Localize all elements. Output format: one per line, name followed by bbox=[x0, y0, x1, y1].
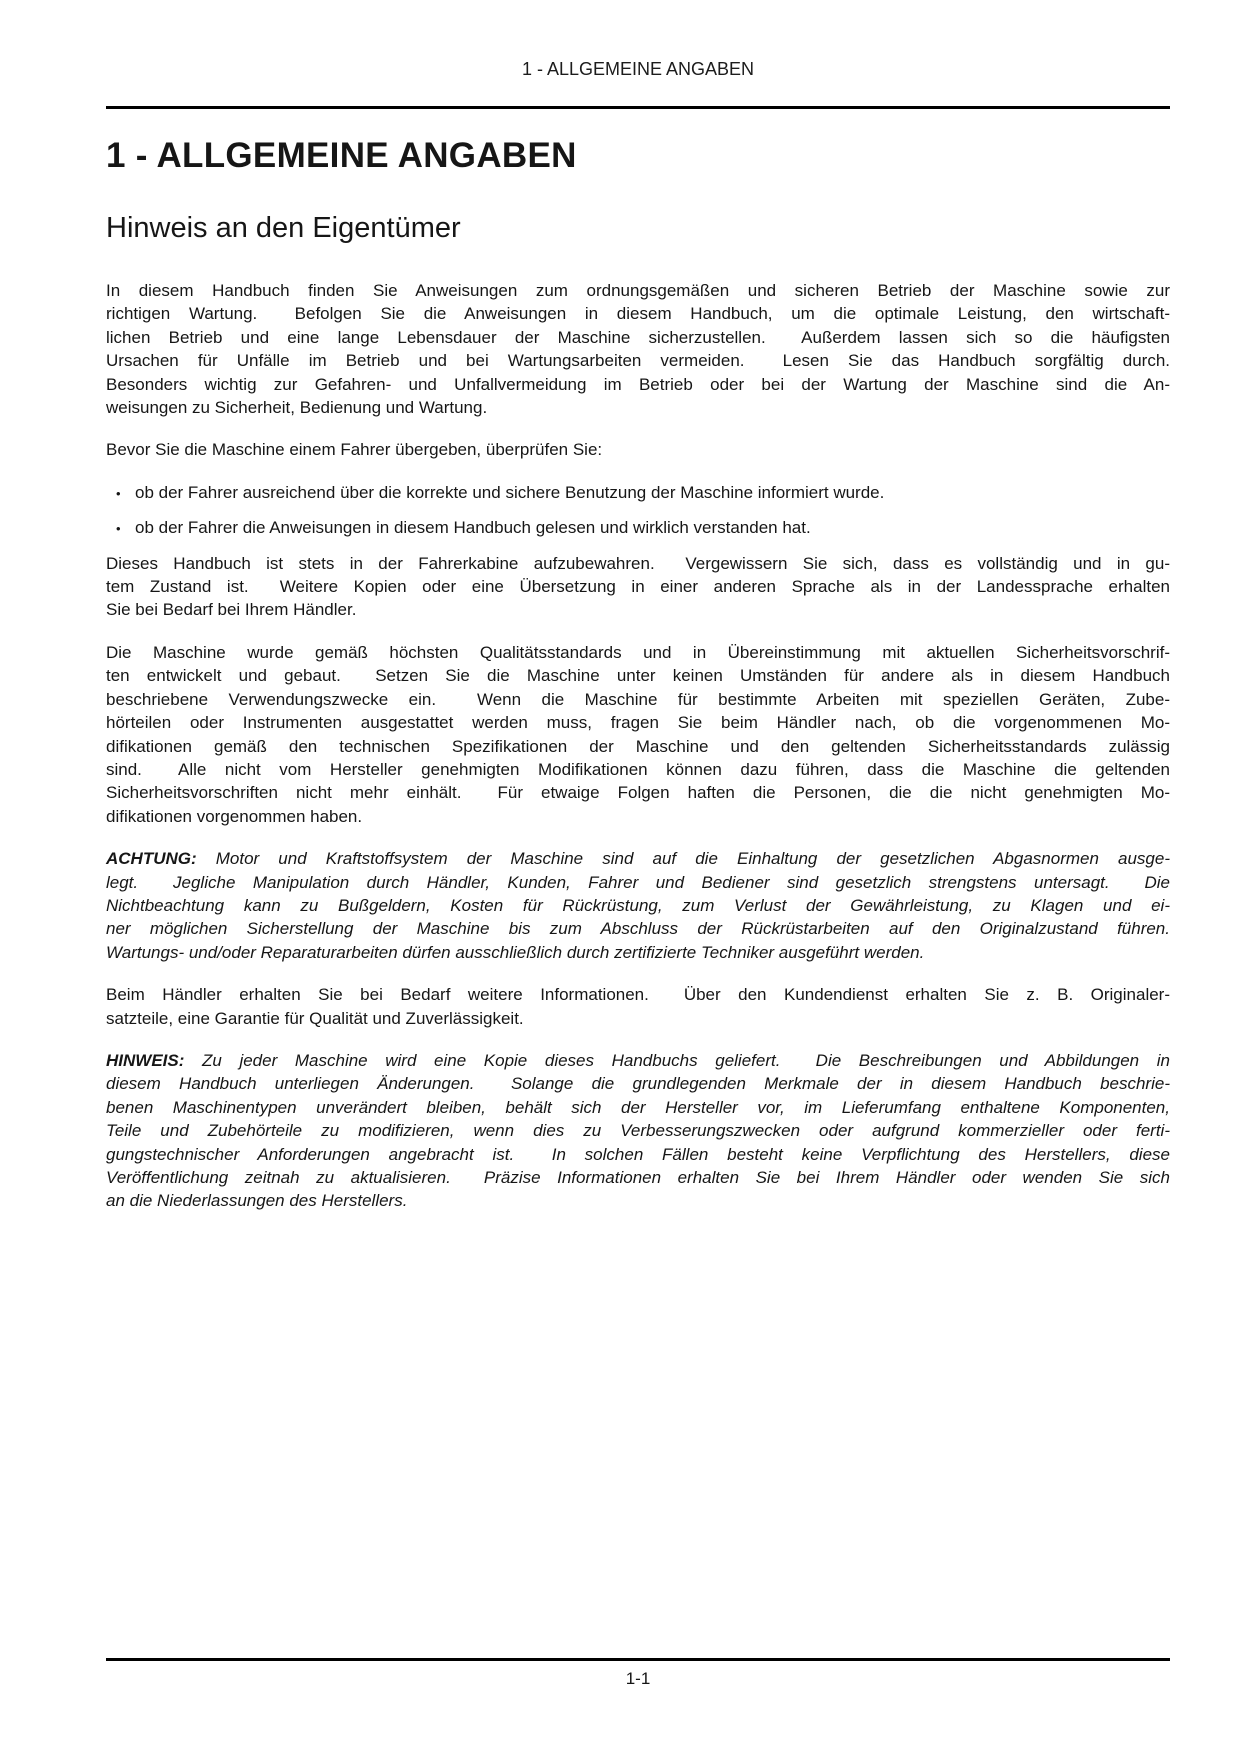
text-line: ten entwickelt und gebaut. Setzen Sie die Maschine unter keinen Umständen für andere als in diesem Handbuch bbox=[106, 666, 1170, 686]
paragraph bbox=[106, 641, 1170, 828]
note-paragraph bbox=[106, 1049, 1170, 1213]
text-line: diesem Handbuch unterliegen Änderungen. Solange die grundlegenden Merkmale der in diesem Handbuch beschrie- bbox=[106, 1074, 1170, 1094]
body-paragraphs bbox=[106, 279, 1170, 1232]
paragraph bbox=[106, 438, 1170, 461]
text-line: Bevor Sie die Maschine einem Fahrer übergeben, überprüfen Sie: bbox=[106, 440, 603, 460]
text-line: beschriebene Verwendungszwecke ein. Wenn die Maschine für bestimmte Arbeiten mit speziellen Geräten, Zube- bbox=[106, 689, 1170, 709]
bullet-item bbox=[106, 481, 1170, 504]
text-line: HINWEIS: Zu jeder Maschine wird eine Kopie dieses Handbuchs geliefert. Die Beschreibungen und Abbildungen in bbox=[106, 1050, 1170, 1070]
text-line: satzteile, eine Garantie für Qualität und Zuverlässigkeit. bbox=[106, 1008, 524, 1028]
text-line: weisungen zu Sicherheit, Bedienung und Wartung. bbox=[106, 398, 488, 418]
text-line: ob der Fahrer die Anweisungen in diesem Handbuch gelesen und wirklich verstanden hat. bbox=[135, 518, 811, 538]
text-line: sind. Alle nicht vom Hersteller genehmigten Modifikationen können dazu führen, dass die Maschine die geltenden bbox=[106, 759, 1170, 779]
note-paragraph bbox=[106, 847, 1170, 964]
chapter-title: 1 - ALLGEMEINE ANGABEN bbox=[106, 136, 577, 175]
bullet-icon: • bbox=[116, 485, 121, 501]
text-line: difikationen vorgenommen haben. bbox=[106, 806, 363, 826]
text-line: In diesem Handbuch finden Sie Anweisungen zum ordnungsgemäßen und sicheren Betrieb der Maschine sowie zur bbox=[106, 281, 1170, 300]
text-line: gungstechnischer Anforderungen angebracht ist. In solchen Fällen besteht keine Verpflichtung des Herstellers, diese bbox=[106, 1144, 1170, 1164]
text-line: lichen Betrieb und eine lange Lebensdauer der Maschine sicherzustellen. Außerdem lassen sich so die häufigsten bbox=[106, 327, 1170, 347]
text-line: richtigen Wartung. Befolgen Sie die Anweisungen in diesem Handbuch, um die optimale Leistung, den wirtschaft- bbox=[106, 304, 1170, 324]
text-line: Ursachen für Unfälle im Betrieb und bei Wartungsarbeiten vermeiden. Lesen Sie das Handbuch sorgfältig durch. bbox=[106, 351, 1170, 371]
section-title: Hinweis an den Eigentümer bbox=[106, 212, 461, 244]
paragraph bbox=[106, 983, 1170, 1030]
note-label: ACHTUNG: bbox=[106, 849, 197, 869]
text-line: hörteilen oder Instrumenten ausgestattet werden muss, fragen Sie beim Händler nach, ob die vorgenommenen Mo- bbox=[106, 713, 1170, 733]
text-line: tem Zustand ist. Weitere Kopien oder eine Übersetzung in einer anderen Sprache als in der Landessprache erhalten bbox=[106, 577, 1170, 597]
paragraph bbox=[106, 552, 1170, 622]
text-line: ner möglichen Sicherstellung der Maschine bis zum Abschluss der Rückrüstarbeiten auf den Originalzustand führen. bbox=[106, 919, 1170, 939]
bullet-icon: • bbox=[116, 521, 121, 537]
text-line: an die Niederlassungen des Herstellers. bbox=[106, 1191, 408, 1211]
text-line: Nichtbeachtung kann zu Bußgeldern, Kosten für Rückrüstung, zum Verlust der Gewährleistung, zu Klagen und ei- bbox=[106, 895, 1170, 915]
text-line: difikationen gemäß den technischen Spezifikationen der Maschine und den geltenden Sicherheitsstandards zulässig bbox=[106, 736, 1170, 756]
text-line: Wartungs- und/oder Reparaturarbeiten dürfen ausschließlich durch zertifizierte Techniker ausgeführt werden. bbox=[106, 942, 925, 962]
text-line: Veröffentlichung zeitnah zu aktualisieren. Präzise Informationen erhalten Sie bei Ihrem Händler oder wenden Sie sich bbox=[106, 1168, 1170, 1187]
text-line: Besonders wichtig zur Gefahren- und Unfallvermeidung im Betrieb oder bei der Wartung der Maschine sind die An- bbox=[106, 374, 1170, 394]
text-line: ob der Fahrer ausreichend über die korrekte und sichere Benutzung der Maschine informiert wurde. bbox=[135, 482, 885, 502]
header-rule bbox=[106, 106, 1170, 109]
running-header: 1 - ALLGEMEINE ANGABEN bbox=[521, 59, 755, 79]
bullet-item bbox=[106, 516, 1170, 539]
text-line: benen Maschinentypen unverändert bleiben, behält sich der Hersteller vor, im Lieferumfang enthaltene Komponenten, bbox=[106, 1097, 1170, 1117]
page-number: 1-1 bbox=[625, 1669, 651, 1688]
text-line: ACHTUNG: Motor und Kraftstoffsystem der Maschine sind auf die Einhaltung der gesetzlichen Abgasnormen ausge- bbox=[106, 849, 1170, 869]
text-line: Sie bei Bedarf bei Ihrem Händler. bbox=[106, 600, 357, 620]
text-line: Teile und Zubehörteile zu modifizieren, wenn dies zu Verbesserungszwecken oder aufgrund kommerzieller oder ferti- bbox=[106, 1121, 1170, 1141]
text-line: Sicherheitsvorschriften nicht mehr einhält. Für etwaige Folgen haften die Personen, die die nicht genehmigten Mo- bbox=[106, 783, 1170, 803]
text-line: Beim Händler erhalten Sie bei Bedarf weitere Informationen. Über den Kundendienst erhalten Sie z. B. Originaler- bbox=[106, 985, 1170, 1005]
paragraph bbox=[106, 279, 1170, 419]
text-line: Dieses Handbuch ist stets in der Fahrerkabine aufzubewahren. Vergewissern Sie sich, dass es vollständig und in gu- bbox=[106, 553, 1170, 573]
footer-rule bbox=[106, 1658, 1170, 1661]
text-line: legt. Jegliche Manipulation durch Händler, Kunden, Fahrer und Bediener sind gesetzlich strengstens untersagt. Die bbox=[106, 872, 1170, 892]
text-line: Die Maschine wurde gemäß höchsten Qualitätsstandards und in Übereinstimmung mit aktuellen Sicherheitsvorschrif- bbox=[106, 642, 1170, 662]
note-label: HINWEIS: bbox=[106, 1050, 185, 1070]
